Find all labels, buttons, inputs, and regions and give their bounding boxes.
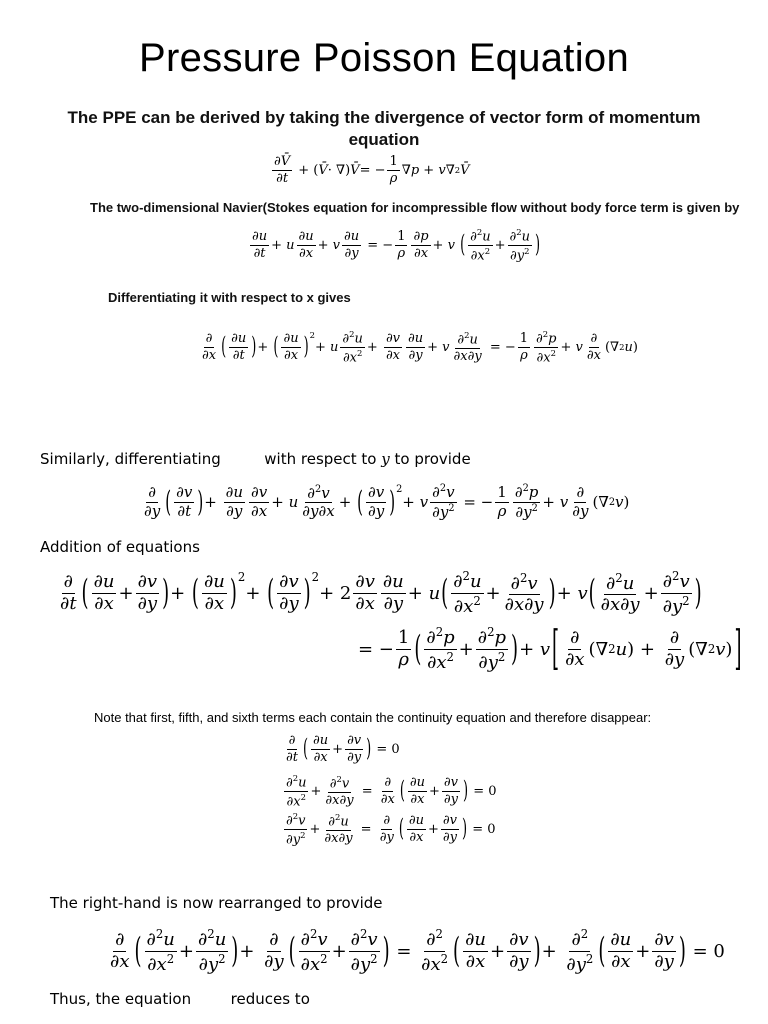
momentum-vector-equation: ∂V̄ ∂t + ( V̄ · ∇) V̄ = − 1 ρ ∇ p + v ∇ 2 V̄ xyxy=(274,154,470,186)
similarly-text-a: Similarly, differentiating xyxy=(40,450,221,468)
similarly-text-d: to provide xyxy=(394,450,471,468)
addition-text: Addition of equations xyxy=(40,538,200,556)
differentiated-x-equation: ∂ ∂x ( ∂u ∂t ) + ( ∂u ∂x ) $^2$ + u ∂$^2$u $\partial x^2$ + ∂v ∂x ∂u ∂y + v ∂$^2$u ∂x∂y = − 1 ρ ∂$^2$p $\partial x^2$ + v ∂ ∂x (∇ 2 u ) xyxy=(202,329,638,366)
navier-stokes-intro: The two-dimensional Navier(Stokes equation for incompressible flow without body force term is given by xyxy=(90,200,740,215)
thus-line xyxy=(50,990,310,1008)
continuity-equation-2: ∂$^2$u $\partial x^2$ + ∂$^2$v ∂x∂y = ∂ ∂x ( ∂u ∂x + ∂v ∂y ) = 0 xyxy=(286,773,497,810)
differentiated-y-equation: ∂ ∂y ( ∂v ∂t ) + ∂u ∂y ∂v ∂x + u ∂$^2$v ∂y∂x + ( ∂v ∂y ) $^2$ + v ∂$^2$v $\partial y^2$ = − 1 ρ ∂$^2$p $\partial y^2$ + v ∂ ∂y (∇ 2 v ) xyxy=(144,483,630,521)
note-text: Note that first, fifth, and sixth terms each contain the continuity equation and therefore disappear: xyxy=(94,710,652,725)
rearranged-equation: ∂ ∂x ( ∂$^2$u $\partial x^2$ + ∂$^2$u $\partial y^2$ ) + ∂ ∂y ( ∂$^2$v $\partial x^2$ + ∂$^2$v $\partial y^2$ ) = ∂$^2$ $\partial x^2$ ( ∂u ∂x + ∂v ∂y ) + ∂$^2$ $\partial y^2$ ( ∂u ∂x + ∂v ∂y ) = 0 xyxy=(110,927,725,975)
thus-text-a: Thus, the equation xyxy=(50,990,192,1008)
similarly-text-b: with respect to xyxy=(264,450,377,468)
thus-text-b: reduces to xyxy=(230,990,310,1008)
similarly-text-c: y xyxy=(381,450,390,468)
intro-line-1: The PPE can be derived by taking the divergence of vector form of momentum xyxy=(67,108,701,127)
sum-equation-line-1: ∂ ∂t ( ∂u ∂x + ∂v ∂y ) + ( ∂u ∂x ) $^2$ + ( ∂v ∂y ) $^2$ + 2 ∂v ∂x ∂u ∂y + u ( ∂$^2$u $\partial x^2$ + ∂$^2$v ∂x∂y ) + v ( ∂$^2$u ∂x∂y + ∂$^2$v $\partial y^2$ ) xyxy=(60,569,702,617)
continuity-equation-3: ∂$^2$v $\partial y^2$ + ∂$^2$u ∂x∂y = ∂ ∂y ( ∂u ∂x + ∂v ∂y ) = 0 xyxy=(286,811,496,848)
sum-equation-line-2: = − 1 ρ ( ∂$^2$p $\partial x^2$ + ∂$^2$p $\partial y^2$ ) + v [ ∂ ∂x (∇ 2 u ) + ∂ ∂y (∇ 2 v ) ] xyxy=(358,622,742,677)
differentiate-x-text: Differentiating it with respect to x gives xyxy=(108,290,351,305)
navier-stokes-x-equation: ∂u ∂t + u ∂u ∂x + v ∂u ∂y = − 1 ρ ∂p ∂x + v ( ∂$^2$u $\partial x^2$ + ∂$^2$u $\partial y^2$ ) xyxy=(252,227,541,264)
intro-line-2: equation xyxy=(348,130,420,149)
page-title: Pressure Poisson Equation xyxy=(139,36,629,80)
rearranged-text: The right-hand is now rearranged to provide xyxy=(50,894,383,912)
similarly-line xyxy=(40,450,471,468)
rearranged-eq-zero: = 0 xyxy=(692,940,725,962)
continuity-equation-1: ∂ ∂t ( ∂u ∂x + ∂v ∂y ) = 0 xyxy=(286,733,400,765)
